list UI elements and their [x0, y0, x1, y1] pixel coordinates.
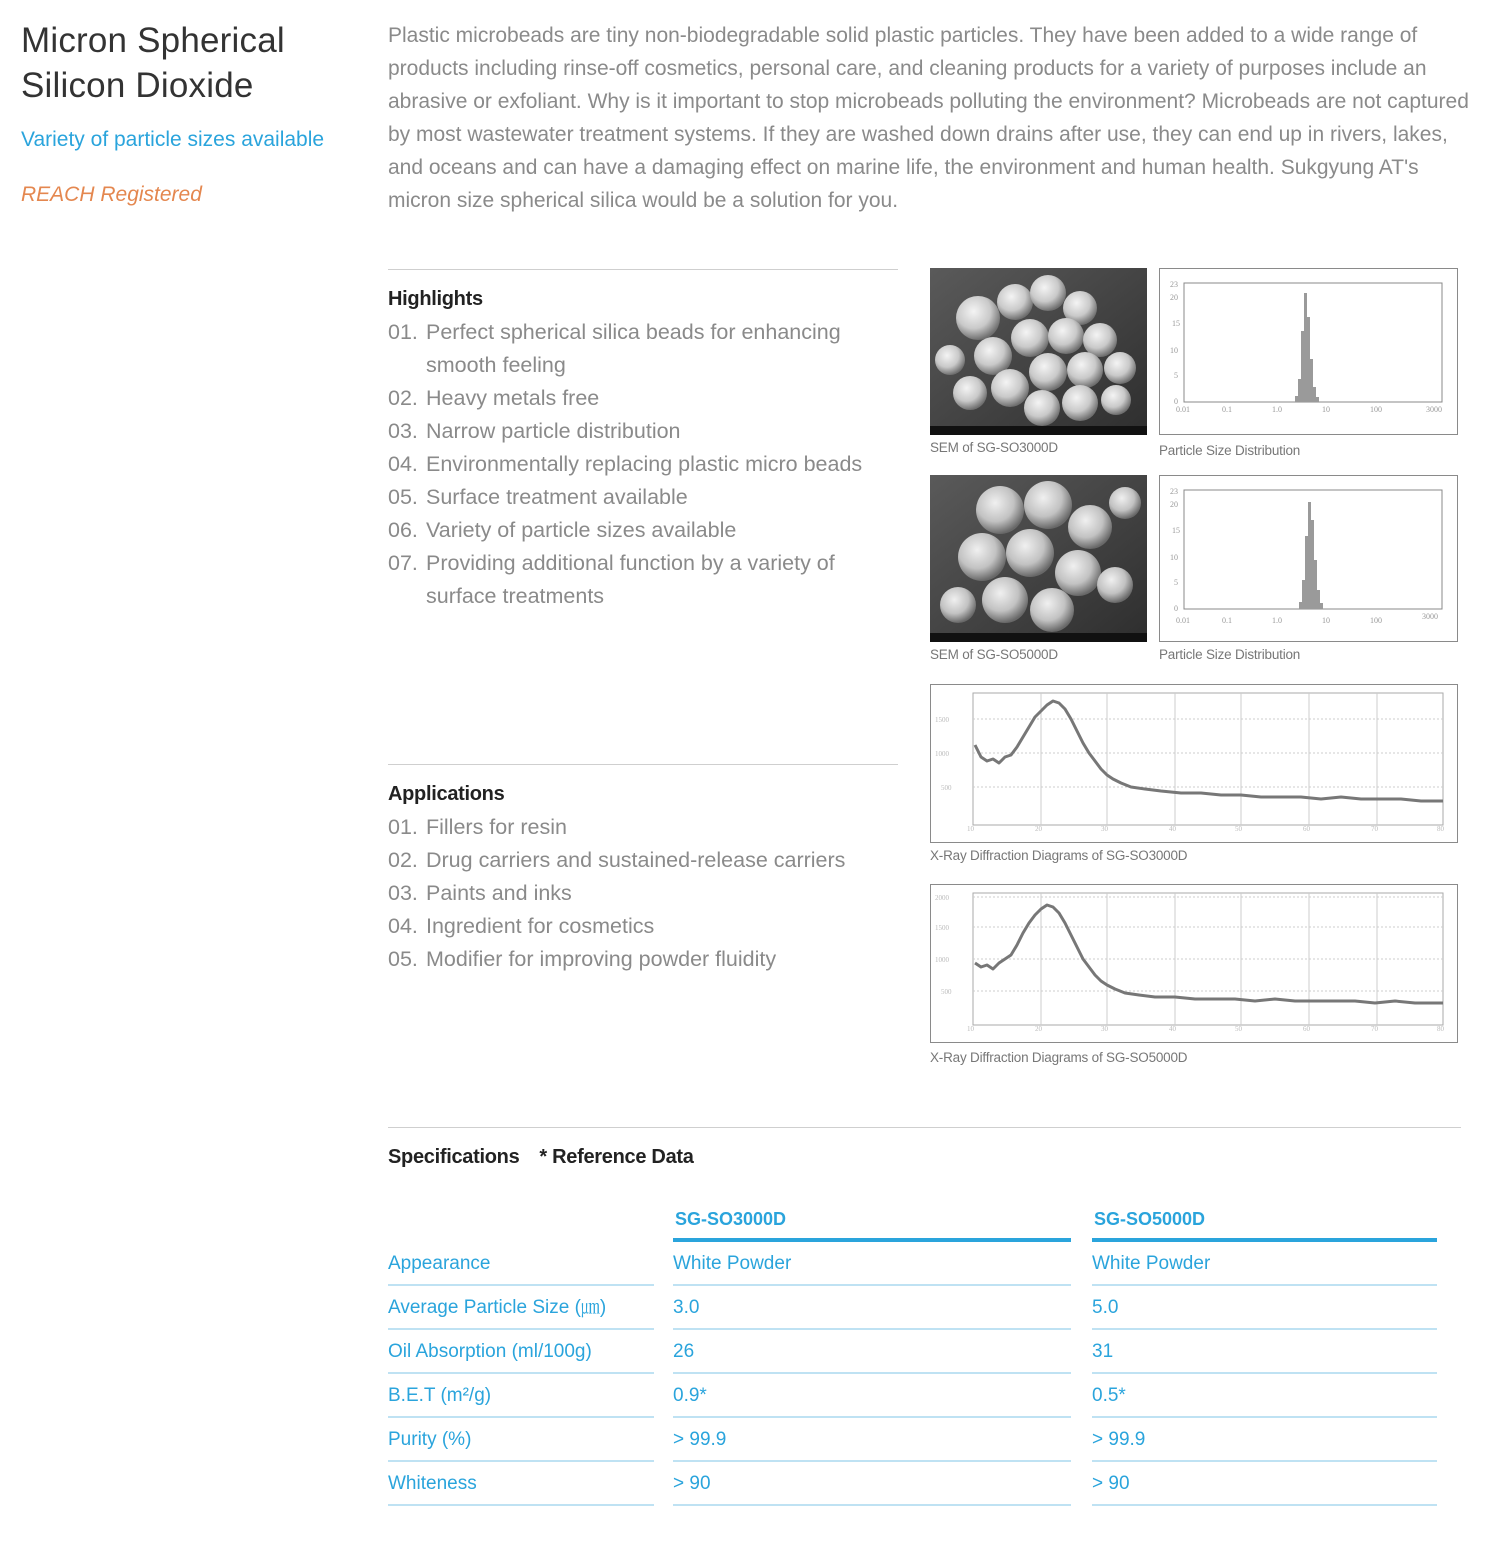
list-item: [388, 514, 898, 547]
svg-text:30: 30: [1101, 1025, 1108, 1033]
row-value: > 90: [673, 1462, 1071, 1506]
svg-text:70: 70: [1371, 825, 1378, 833]
svg-text:10: 10: [967, 825, 974, 833]
svg-text:60: 60: [1303, 825, 1310, 833]
item-text: Narrow particle distribution: [426, 419, 681, 443]
product-sidebar: [21, 18, 361, 209]
psd-chart-so3000d: [1159, 268, 1458, 435]
row-value: > 90: [1092, 1462, 1437, 1506]
svg-text:1500: 1500: [935, 716, 949, 724]
highlights-list: [388, 316, 898, 613]
item-number: 06.: [388, 518, 418, 542]
svg-text:20: 20: [1170, 500, 1178, 509]
applications-list: [388, 811, 898, 976]
xrd-caption-so5000d: X-Ray Diffraction Diagrams of SG-SO5000D: [930, 1050, 1188, 1065]
svg-text:1000: 1000: [935, 750, 949, 758]
list-item: [388, 382, 898, 415]
svg-text:100: 100: [1370, 616, 1382, 625]
specifications-title: Specifications: [388, 1146, 520, 1168]
svg-text:30: 30: [1101, 825, 1108, 833]
svg-text:1.0: 1.0: [1272, 616, 1282, 625]
list-item: [388, 811, 898, 844]
svg-text:3000: 3000: [1422, 612, 1438, 621]
sem-caption-so5000d: SEM of SG-SO5000D: [930, 647, 1058, 662]
svg-text:1000: 1000: [935, 956, 949, 964]
svg-text:1500: 1500: [935, 924, 949, 932]
item-number: 05.: [388, 947, 418, 971]
svg-text:60: 60: [1303, 1025, 1310, 1033]
svg-text:23: 23: [1170, 487, 1178, 496]
sem-micrograph: [930, 268, 1147, 435]
column-header-so5000d: SG-SO5000D: [1092, 1200, 1437, 1242]
product-tagline: Variety of particle sizes available: [21, 128, 325, 151]
applications-heading: Applications: [388, 783, 505, 805]
row-value: 3.0: [673, 1286, 1071, 1330]
svg-text:1.0: 1.0: [1272, 405, 1282, 414]
psd-caption-so5000d: Particle Size Distribution: [1159, 647, 1301, 662]
item-text: Surface treatment available: [426, 485, 688, 509]
item-number: 04.: [388, 914, 418, 938]
xrd-diffractogram: [931, 685, 1457, 842]
item-number: 01.: [388, 320, 418, 344]
item-text: Paints and inks: [426, 881, 572, 905]
item-number: 03.: [388, 419, 418, 443]
svg-text:80: 80: [1437, 1025, 1444, 1033]
row-label: Average Particle Size (㎛): [388, 1286, 654, 1330]
specifications-divider: [388, 1127, 1461, 1128]
row-label: Appearance: [388, 1242, 654, 1286]
svg-text:10: 10: [1170, 553, 1178, 562]
xrd-diffractogram: [931, 885, 1457, 1042]
svg-text:80: 80: [1437, 825, 1444, 833]
row-value: > 99.9: [673, 1418, 1071, 1462]
item-number: 03.: [388, 881, 418, 905]
svg-text:20: 20: [1035, 1025, 1042, 1033]
svg-text:5: 5: [1174, 371, 1178, 380]
svg-text:10: 10: [1322, 405, 1330, 414]
item-text: Environmentally replacing plastic micro beads: [426, 452, 863, 476]
xrd-chart-so3000d: [930, 684, 1458, 843]
row-label: Oil Absorption (ml/100g): [388, 1330, 654, 1374]
reference-data-note: * Reference Data: [539, 1146, 694, 1168]
reach-registered-label: REACH Registered: [21, 183, 202, 206]
list-item: [388, 943, 898, 976]
product-title-line-1: Micron Spherical: [21, 21, 285, 60]
intro-paragraph: Plastic microbeads are tiny non-biodegradable solid plastic particles. They have been added to a wide range of products including rinse-off cosmetics, personal care, and cleaning products for a variety of purposes include an abrasive or exfoliant. Why is it important to stop microbeads polluting the environment? Microbeads are not captured by most wastewater treatment systems. If they are washed down drains after use, they can end up in rivers, lakes, and oceans and can have a damaging effect on marine life, the environment and human health. Sukgyung AT's micron size spherical silica would be a solution for you.: [388, 24, 1469, 212]
sem-image-so3000d: [930, 268, 1147, 435]
item-number: 01.: [388, 815, 418, 839]
row-label: Whiteness: [388, 1462, 654, 1506]
svg-text:40: 40: [1169, 825, 1176, 833]
svg-text:2000: 2000: [935, 894, 949, 902]
item-text: Providing additional function by a variety of surface treatments: [426, 551, 835, 608]
list-item: [388, 316, 898, 382]
sem-image-so5000d: [930, 475, 1147, 642]
item-text: Modifier for improving powder fluidity: [426, 947, 777, 971]
row-label: B.E.T (m²/g): [388, 1374, 654, 1418]
list-item: [388, 481, 898, 514]
item-text: Ingredient for cosmetics: [426, 914, 655, 938]
row-value: White Powder: [673, 1242, 1071, 1286]
svg-text:20: 20: [1170, 293, 1178, 302]
svg-text:100: 100: [1370, 405, 1382, 414]
svg-text:10: 10: [1322, 616, 1330, 625]
list-item: [388, 448, 898, 481]
item-text: Drug carriers and sustained-release carriers: [426, 848, 846, 872]
item-number: 02.: [388, 386, 418, 410]
svg-text:10: 10: [1170, 346, 1178, 355]
row-value: 0.5*: [1092, 1374, 1437, 1418]
row-value: 5.0: [1092, 1286, 1437, 1330]
svg-text:70: 70: [1371, 1025, 1378, 1033]
item-number: 05.: [388, 485, 418, 509]
item-text: Perfect spherical silica beads for enhancing smooth feeling: [426, 320, 841, 377]
svg-text:15: 15: [1172, 319, 1180, 328]
product-title-line-2: Silicon Dioxide: [21, 66, 254, 105]
svg-text:50: 50: [1235, 1025, 1242, 1033]
xrd-caption-so3000d: X-Ray Diffraction Diagrams of SG-SO3000D: [930, 848, 1188, 863]
svg-text:0: 0: [1174, 604, 1178, 613]
svg-text:5: 5: [1174, 578, 1178, 587]
item-number: 02.: [388, 848, 418, 872]
row-value: White Powder: [1092, 1242, 1437, 1286]
svg-text:3000: 3000: [1426, 405, 1442, 414]
list-item: [388, 877, 898, 910]
list-item: [388, 910, 898, 943]
svg-text:0.01: 0.01: [1176, 616, 1190, 625]
xrd-chart-so5000d: [930, 884, 1458, 1043]
sem-micrograph: [930, 475, 1147, 642]
highlights-heading: Highlights: [388, 288, 483, 310]
svg-text:0.1: 0.1: [1222, 405, 1232, 414]
list-item: [388, 547, 898, 613]
psd-histogram: [1160, 269, 1457, 434]
svg-text:500: 500: [941, 988, 952, 996]
svg-text:40: 40: [1169, 1025, 1176, 1033]
row-value: 26: [673, 1330, 1071, 1374]
psd-chart-so5000d: [1159, 475, 1458, 642]
svg-text:50: 50: [1235, 825, 1242, 833]
psd-histogram: [1160, 476, 1457, 641]
row-value: 31: [1092, 1330, 1437, 1374]
svg-text:15: 15: [1172, 526, 1180, 535]
highlights-divider: [388, 269, 898, 270]
svg-text:10: 10: [967, 1025, 974, 1033]
svg-text:500: 500: [941, 784, 952, 792]
item-text: Fillers for resin: [426, 815, 567, 839]
specifications-heading: [388, 1146, 694, 1169]
list-item: [388, 415, 898, 448]
row-value: > 99.9: [1092, 1418, 1437, 1462]
row-label: Purity (%): [388, 1418, 654, 1462]
item-text: Heavy metals free: [426, 386, 600, 410]
applications-divider: [388, 764, 898, 765]
sem-caption-so3000d: SEM of SG-SO3000D: [930, 440, 1058, 455]
item-text: Variety of particle sizes available: [426, 518, 737, 542]
row-value: 0.9*: [673, 1374, 1071, 1418]
svg-text:0: 0: [1174, 397, 1178, 406]
list-item: [388, 844, 898, 877]
svg-text:23: 23: [1170, 280, 1178, 289]
column-header-so3000d: SG-SO3000D: [673, 1200, 1071, 1242]
psd-caption-so3000d: Particle Size Distribution: [1159, 443, 1301, 458]
svg-text:20: 20: [1035, 825, 1042, 833]
item-number: 07.: [388, 551, 418, 575]
product-title: [21, 18, 361, 108]
item-number: 04.: [388, 452, 418, 476]
svg-text:0.01: 0.01: [1176, 405, 1190, 414]
svg-text:0.1: 0.1: [1222, 616, 1232, 625]
